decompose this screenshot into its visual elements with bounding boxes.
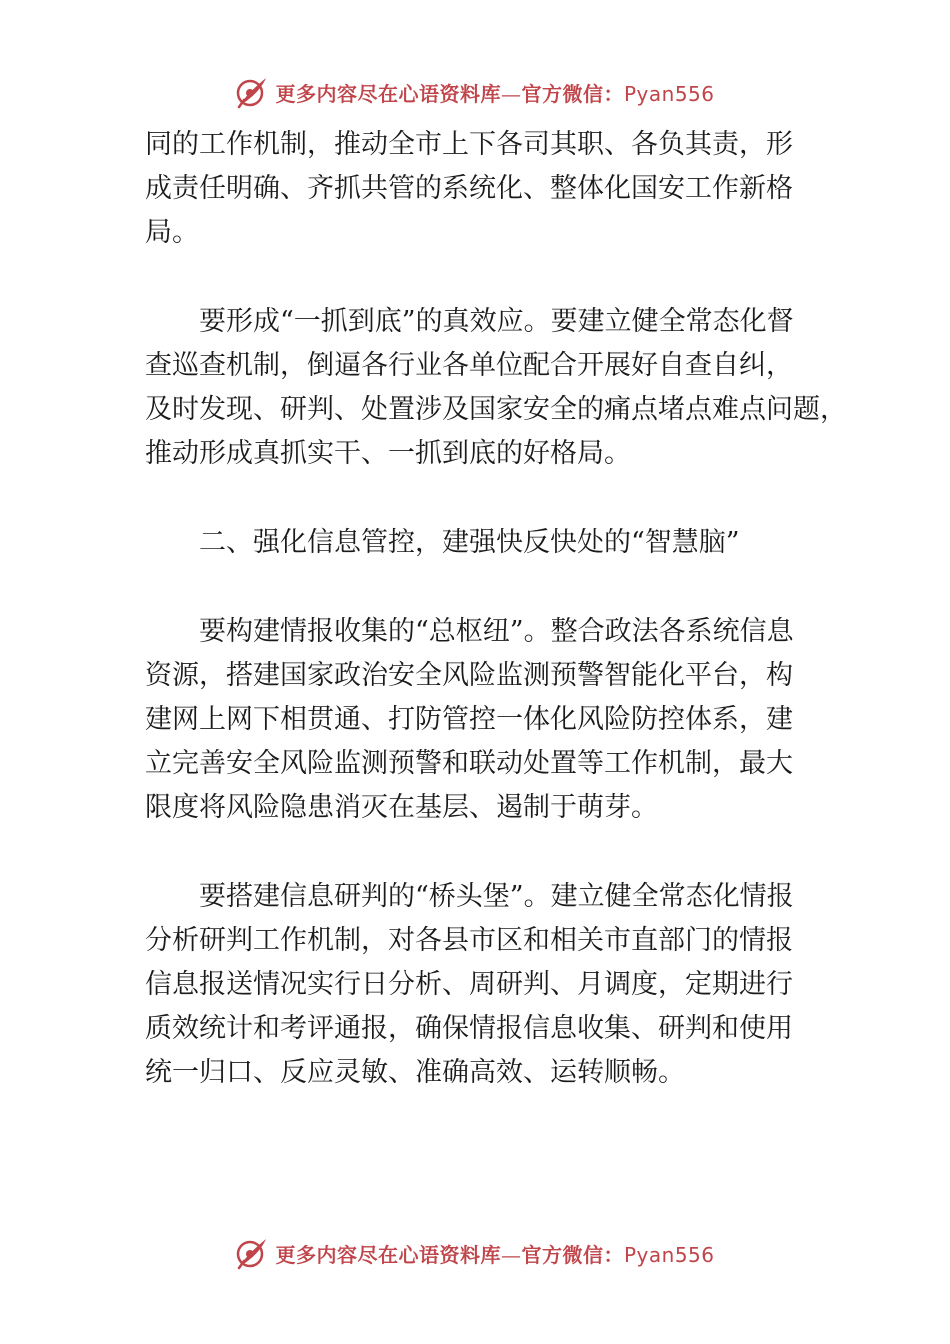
watermark-wechat-id: Pyan556 xyxy=(623,1242,715,1267)
watermark-dash: — xyxy=(500,81,522,106)
document-body xyxy=(145,123,845,1140)
text-line: 要搭建信息研判的“桥头堡”。建立健全常态化情报 xyxy=(199,881,794,912)
text-line: 资源，搭建国家政治安全风险监测预警智能化平台，构 xyxy=(145,660,793,691)
watermark-title: 更多内容尽在心语资料库 xyxy=(275,81,501,106)
text-line: 限度将风险隐患消灭在基层、遏制于萌芽。 xyxy=(145,792,658,823)
text-line: 推动形成真抓实干、一抓到底的好格局。 xyxy=(145,438,631,469)
text-line: 及时发现、研判、处置涉及国家安全的痛点堵点难点问题， xyxy=(145,394,847,425)
paragraph-continuation xyxy=(145,123,845,255)
text-line: 要形成“一抓到底”的真效应。要建立健全常态化督 xyxy=(199,306,794,337)
text-line: 建网上网下相贯通、打防管控一体化风险防控体系，建 xyxy=(145,704,793,735)
watermark-wechat-label: 官方微信： xyxy=(521,1242,624,1267)
quill-logo-icon xyxy=(235,1236,269,1270)
watermark-wechat-id: Pyan556 xyxy=(623,81,715,106)
text-line: 质效统计和考评通报，确保情报信息收集、研判和使用 xyxy=(145,1013,793,1044)
quill-logo-icon xyxy=(235,75,269,109)
paragraph-hub xyxy=(145,610,845,830)
watermark-title: 更多内容尽在心语资料库 xyxy=(275,1242,501,1267)
text-line: 要构建情报收集的“总枢纽”。整合政法各系统信息 xyxy=(199,616,794,647)
paragraph-bridgehead xyxy=(145,875,845,1095)
text-line: 分析研判工作机制，对各县市区和相关市直部门的情报 xyxy=(145,925,793,956)
text-line: 信息报送情况实行日分析、周研判、月调度，定期进行 xyxy=(145,969,793,1000)
text-line: 成责任明确、齐抓共管的系统化、整体化国安工作新格 xyxy=(145,173,793,204)
watermark-wechat-label: 官方微信： xyxy=(521,81,624,106)
watermark-dash: — xyxy=(500,1242,522,1267)
text-line: 二、强化信息管控，建强快反快处的“智慧脑” xyxy=(199,527,740,558)
watermark-text xyxy=(275,1239,714,1268)
text-line: 统一归口、反应灵敏、准确高效、运转顺畅。 xyxy=(145,1057,685,1088)
text-line: 立完善安全风险监测预警和联动处置等工作机制，最大 xyxy=(145,748,793,779)
section-heading xyxy=(145,521,845,565)
footer-watermark xyxy=(0,1233,950,1273)
header-watermark xyxy=(0,72,950,112)
text-line: 同的工作机制，推动全市上下各司其职、各负其责，形 xyxy=(145,129,793,160)
watermark-text xyxy=(275,78,714,107)
text-line: 局。 xyxy=(145,217,199,248)
text-line: 查巡查机制，倒逼各行业各单位配合开展好自查自纠， xyxy=(145,350,793,381)
paragraph-one-grip xyxy=(145,300,845,476)
